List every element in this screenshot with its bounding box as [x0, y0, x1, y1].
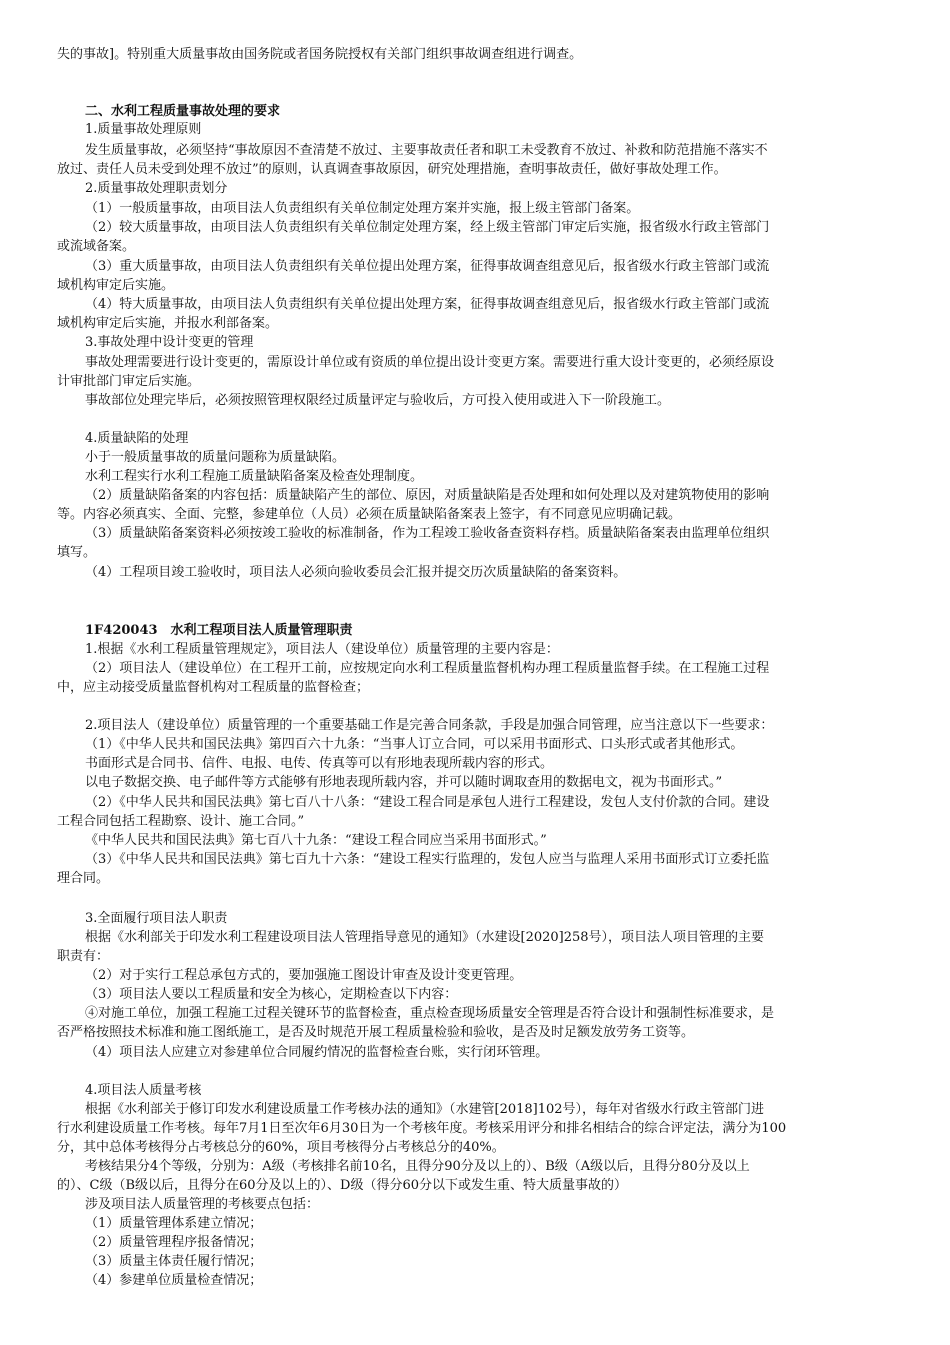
text-line: （2）对于实行工程总承包方式的，要加强施工图设计审查及设计变更管理。 — [85, 968, 523, 983]
text-line: 等。内容必须真实、全面、完整，参建单位（人员）必须在质量缺陷备案表上签字，有不同意见应明确记载。 — [57, 507, 682, 522]
text-line: 事故部位处理完毕后，必须按照管理权限经过质量评定与验收后，方可投入使用或进入下一阶段施工。 — [85, 393, 671, 408]
text-line: 的）、C级（B级以后，且得分在60分及以上的）、D级（得分60分以下或发生重、特大质量事故的） — [57, 1178, 628, 1193]
text-line: 理合同。 — [57, 871, 110, 886]
text-line: （3）重大质量事故，由项目法人负责组织有关单位提出处理方案，征得事故调查组意见后，报省级水行政主管部门或流 — [85, 259, 770, 274]
text-line: 根据《水利部关于修订印发水利建设质量工作考核办法的通知》（水建管[2018]102号），每年对省级水行政主管部门进 — [85, 1102, 765, 1117]
list-item: （2）质量管理程序报备情况； — [85, 1235, 263, 1250]
text-line: 域机构审定后实施，并报水利部备案。 — [57, 316, 279, 331]
text-line: 否严格按照技术标准和施工图纸施工，是否及时规范开展工程质量检验和验收，是否及时足额发放劳务工资等。 — [57, 1025, 695, 1040]
text-line: （3）项目法人要以工程质量和安全为核心，定期检查以下内容： — [85, 987, 458, 1002]
text-line: （2）项目法人（建设单位）在工程开工前，应按规定向水利工程质量监督机构办理工程质量监督手续。在工程施工过程 — [85, 661, 770, 676]
text-line: （3）《中华人民共和国民法典》第七百九十六条：“建设工程实行监理的，发包人应当与监理人采用书面形式订立委托监 — [85, 852, 770, 867]
subheading: 1.质量事故处理原则 — [85, 122, 202, 137]
list-item: （1）质量管理体系建立情况； — [85, 1216, 263, 1231]
text-line: 行水利建设质量工作考核。每年7月1日至次年6月30日为一个考核年度。考核采用评分和排名相结合的综合评定法，满分为100 — [57, 1121, 787, 1136]
text-line: （2）较大质量事故，由项目法人负责组织有关单位制定处理方案，经上级主管部门审定后实施，报省级水行政主管部门 — [85, 220, 770, 235]
text-line: 1.根据《水利工程质量管理规定》，项目法人（建设单位）质量管理的主要内容是： — [85, 642, 559, 657]
section-heading: 二、水利工程质量事故处理的要求 — [85, 104, 281, 119]
text-line: 职责有： — [57, 949, 110, 964]
text-line: 书面形式是合同书、信件、电报、电传、传真等可以有形地表现所载内容的形式。 — [85, 756, 554, 771]
text-line: 填写。 — [57, 545, 97, 560]
text-line: 小于一般质量事故的质量问题称为质量缺陷。 — [85, 450, 346, 465]
subheading: 2.质量事故处理职责划分 — [85, 181, 228, 196]
list-item: （3）质量主体责任履行情况； — [85, 1254, 263, 1269]
subheading: 4.质量缺陷的处理 — [85, 431, 189, 446]
text-line: 以电子数据交换、电子邮件等方式能够有形地表现所载内容，并可以随时调取查用的数据电文，视为书面形式。” — [85, 775, 723, 790]
text-line: 失的事故]。特别重大质量事故由国务院或者国务院授权有关部门组织事故调查组进行调查。 — [57, 47, 583, 62]
text-line: （1）《中华人民共和国民法典》第四百六十九条：“当事人订立合同，可以采用书面形式、口头形式或者其他形式。 — [85, 737, 744, 752]
list-item: （4）参建单位质量检查情况； — [85, 1273, 263, 1288]
text-line: 考核结果分4个等级，分别为：A级（考核排名前10名，且得分90分及以上的）、B级（A级以后，且得分80分及以上 — [85, 1159, 750, 1174]
text-line: 放过、责任人员未受到处理不放过”的原则，认真调查事故原因，研究处理措施，查明事故责任，做好事故处理工作。 — [57, 162, 727, 177]
text-line: （2）《中华人民共和国民法典》第七百八十八条：“建设工程合同是承包人进行工程建设，发包人支付价款的合同。建设 — [85, 795, 770, 810]
subheading: 2.项目法人（建设单位）质量管理的一个重要基础工作是完善合同条款，手段是加强合同管理，应当注意以下一些要求： — [85, 718, 774, 733]
text-line: 分，其中总体考核得分占考核总分的60%，项目考核得分占考核总分的40%。 — [57, 1140, 505, 1155]
text-line: 发生质量事故，必须坚持“事故原因不查清楚不放过、主要事故责任者和职工未受教育不放过、补救和防范措施不落实不 — [85, 143, 768, 158]
text-line: （1）一般质量事故，由项目法人负责组织有关单位制定处理方案并实施，报上级主管部门备案。 — [85, 201, 640, 216]
text-line: （4）工程项目竣工验收时，项目法人必须向验收委员会汇报并提交历次质量缺陷的备案资料。 — [85, 565, 627, 580]
text-line: 域机构审定后实施。 — [57, 278, 175, 293]
section-heading: 1F420043 水利工程项目法人质量管理职责 — [85, 623, 353, 638]
subheading: 3.全面履行项目法人职责 — [85, 911, 228, 926]
text-line: 工程合同包括工程勘察、设计、施工合同。” — [57, 814, 305, 829]
text-line: 水利工程实行水利工程施工质量缺陷备案及检查处理制度。 — [85, 469, 424, 484]
text-line: （3）质量缺陷备案资料必须按竣工验收的标准制备，作为工程竣工验收备查资料存档。质量缺陷备案表由监理单位组织 — [85, 526, 770, 541]
text-line: （2）质量缺陷备案的内容包括：质量缺陷产生的部位、原因，对质量缺陷是否处理和如何处理以及对建筑物使用的影响 — [85, 488, 770, 503]
text-line: 涉及项目法人质量管理的考核要点包括： — [85, 1197, 320, 1212]
text-line: 根据《水利部关于印发水利工程建设项目法人管理指导意见的通知》（水建设[2020]258号），项目法人项目管理的主要 — [85, 930, 765, 945]
text-line: （4）特大质量事故，由项目法人负责组织有关单位提出处理方案，征得事故调查组意见后，报省级水行政主管部门或流 — [85, 297, 770, 312]
text-line: （4）项目法人应建立对参建单位合同履约情况的监督检查台账，实行闭环管理。 — [85, 1045, 549, 1060]
text-line: 事故处理需要进行设计变更的，需原设计单位或有资质的单位提出设计变更方案。需要进行重大设计变更的，必须经原设 — [85, 355, 775, 370]
text-line: 或流域备案。 — [57, 239, 136, 254]
text-line: 计审批部门审定后实施。 — [57, 374, 201, 389]
text-line: ④对施工单位，加强工程施工过程关键环节的监督检查，重点检查现场质量安全管理是否符合设计和强制性标准要求，是 — [85, 1006, 775, 1021]
subheading: 4.项目法人质量考核 — [85, 1083, 202, 1098]
text-line: 《中华人民共和国民法典》第七百八十九条：“建设工程合同应当采用书面形式。” — [85, 833, 547, 848]
text-line: 中，应主动接受质量监督机构对工程质量的监督检查； — [57, 680, 370, 695]
subheading: 3.事故处理中设计变更的管理 — [85, 335, 254, 350]
